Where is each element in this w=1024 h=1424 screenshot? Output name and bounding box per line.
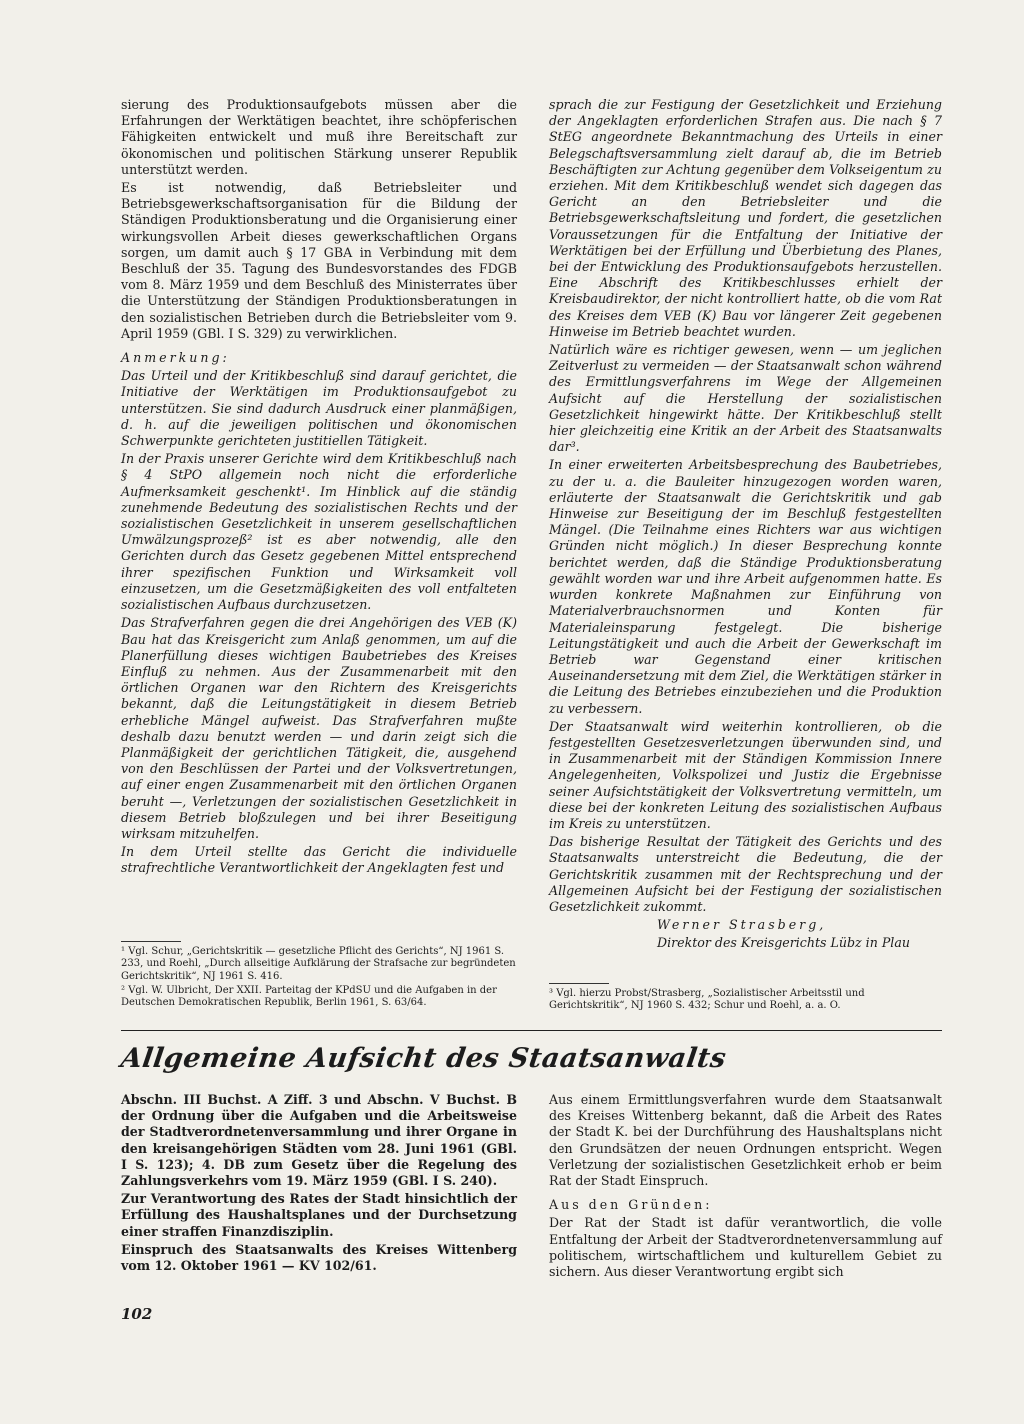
right-footnotes	[549, 977, 942, 1015]
right-paragraph-2: Natürlich wäre es richtiger gewesen, wenn — um jeglichen Zeitverlust zu vermeiden — der Staatsanwalt schon während des Ermittlungsverfahrens im Wege der Allgemeinen Aufsicht auf die Herstellung der sozialistischen Gesetzlichkeit hingewirkt hätte. Der Kritikbeschluß stellt hier gleichzeitig eine Kritik an der Arbeit des Staatsanwalts dar³.	[549, 342, 942, 455]
section-title: Allgemeine Aufsicht des Staatsanwalts	[118, 1043, 729, 1074]
right-column	[549, 97, 942, 954]
gruende-label: Aus den Gründen:	[549, 1197, 713, 1213]
section-separator	[121, 1030, 942, 1031]
footnote-rule	[549, 983, 609, 984]
footnote-1: ¹ Vgl. Schur, „Gerichtskritik — gesetzliche Pflicht des Gerichts“, NJ 1961 S. 233, und Roehl, „Durch allseitige Aufklärung der Strafsache zur begründeten Gerichtskritik“, NJ 1961 S. 416.	[121, 946, 516, 982]
section-topic: Zur Verantwortung des Rates der Stadt hinsichtlich der Erfüllung des Haushaltsplanes und der Durchsetzung einer straffen Finanzdisziplin.	[121, 1191, 517, 1239]
section-legal-basis: Abschn. III Buchst. A Ziff. 3 und Abschn. V Buchst. B der Ordnung über die Aufgaben und die Arbeitsweise der Stadtverordnetenversammlung und ihrer Organe in den kreisangehörigen Städten vom 28. Juni 1961 (GBl. I S. 123); 4. DB zum Gesetz über die Regelung des Zahlungsverkehrs vom 19. März 1959 (GBl. I S. 240).	[121, 1092, 517, 1189]
right-paragraph-3: In einer erweiterten Arbeitsbesprechung des Baubetriebes, zu der u. a. die Bauleiter hinzugezogen worden waren, erläuterte der Staatsanwalt die Gerichtskritik und gab Hinweise zur Beseitigung der im Beschluß festgestellten Mängel. (Die Teilnahme eines Richters war aus wichtigen Gründen nicht möglich.) In dieser Besprechung konnte berichtet werden, daß die Ständige Produktionsberatung gewählt worden war und ihre Arbeit aufgenommen hatte. Es wurden konkrete Maßnahmen zur Einführung von Materialverbrauchsnormen und Konten für Materialeinsparung festgelegt. Die bisherige Leitungstätigkeit und auch die Arbeit der Gewerkschaft im Betrieb war Gegenstand einer kritischen Auseinandersetzung mit dem Ziel, die Werktätigen stärker in die Leitung des Betriebes einzubeziehen und die Produktion zu verbessern.	[549, 457, 942, 716]
right-paragraph-4: Der Staatsanwalt wird weiterhin kontrollieren, ob die festgestellten Gesetzesverletzungen überwunden sind, und in Zusammenarbeit mit der Ständigen Kommission Innere Angelegenheiten, Volkspolizei und Justiz die Ergebnisse seiner Aufsichtstätigkeit der Volksvertretung vermitteln, um diese bei der konkreten Leitung des sozialistischen Aufbaus im Kreis zu unterstützen.	[549, 718, 942, 831]
left-paragraph-5: Das Strafverfahren gegen die drei Angehörigen des VEB (K) Bau hat das Kreisgericht zum Anlaß genommen, um auf die Planerfüllung dieses wichtigen Baubetriebes des Kreises Einfluß zu nehmen. Aus der Zusammenarbeit mit den örtlichen Organen war den Richtern des Kreisgerichts bekannt, daß die Leitungstätigkeit in diesem Betrieb erhebliche Mängel aufweist. Das Strafverfahren mußte deshalb dazu benutzt werden — und darin zeigt sich die Planmäßigkeit der gerichtlichen Tätigkeit, die, ausgehend von den Beschlüssen der Partei und der Volksvertretungen, auf einer engen Zusammenarbeit mit den örtlichen Organen beruht —, Verletzungen der sozialistischen Gesetzlichkeit in diesem Betrieb bloßzulegen und bei ihrer Beseitigung wirksam mitzuhelfen.	[121, 615, 517, 841]
left-paragraph-4: In der Praxis unserer Gerichte wird dem Kritikbeschluß nach § 4 StPO allgemein noch nicht die erforderliche Aufmerksamkeit geschenkt¹. Im Hinblick auf die ständig zunehmende Bedeutung des sozialistischen Rechts und der sozialistischen Gesetzlichkeit in unserem gesellschaftlichen Umwälzungsprozeß² ist es aber notwendig, alle den Gerichten durch das Gesetz gegebenen Mittel entsprechend ihrer spezifischen Funktion und Wirksamkeit voll einzusetzen, um die Gesetzmäßigkeiten des voll entfalteten sozialistischen Aufbaus durchzusetzen.	[121, 451, 517, 613]
section-intro-paragraph: Aus einem Ermittlungsverfahren wurde dem Staatsanwalt des Kreises Wittenberg bekannt, daß die Arbeit des Rates der Stadt K. bei der Durchführung des Haushaltsplans nicht den Grundsätzen der neuen Ordnungen entspricht. Wegen Verletzung der sozialistischen Gesetzlichkeit erhob er beim Rat der Stadt Einspruch.	[549, 1092, 942, 1189]
section-case-reference: Einspruch des Staatsanwalts des Kreises Wittenberg vom 12. Oktober 1961 — KV 102/61.	[121, 1241, 517, 1274]
signature-name: Werner Strasberg,	[657, 917, 827, 933]
section-body-paragraph: Der Rat der Stadt ist dafür verantwortlich, die volle Entfaltung der Arbeit der Stadtverordnetenversammlung auf politischem, wirtschaftlichem und kulturellem Gebiet zu sichern. Aus dieser Verantwortung ergibt sich	[549, 1215, 942, 1280]
section-left-column	[121, 1092, 517, 1276]
footnote-rule	[121, 941, 181, 942]
right-paragraph-1: sprach die zur Festigung der Gesetzlichkeit und Erziehung der Angeklagten erforderlichen Strafen aus. Die nach § 7 StEG angeordnete Bekanntmachung des Urteils in einer Belegschaftsversammlung zielt darauf ab, die im Betrieb Beschäftigten zur Achtung gegenüber dem Volkseigentum zu erziehen. Mit dem Kritikbeschluß wendet sich dagegen das Gericht an den Betriebsleiter und die Betriebsgewerkschaftsleitung und fordert, die gesetzlichen Voraussetzungen für die Entfaltung der Initiative der Werktätigen bei der Erfüllung und Überbietung des Planes, bei der Entwicklung des Produktionsaufgebots herzustellen. Eine Abschrift des Kritikbeschlusses erhielt der Kreisbaudirektor, der nicht kontrolliert hatte, ob die vom Rat des Kreises dem VEB (K) Bau vor längerer Zeit gegebenen Hinweise im Betrieb beachtet wurden.	[549, 97, 942, 339]
left-paragraph-2: Es ist notwendig, daß Betriebsleiter und Betriebsgewerkschaftsorganisation für die Bildung der Ständigen Produktionsberatung und die Organisierung einer wirkungsvollen Arbeit dieses gewerkschaftlichen Organs sorgen, um damit auch § 17 GBA in Verbindung mit dem Beschluß der 35. Tagung des Bundesvorstandes des FDGB vom 8. März 1959 und dem Beschluß des Ministerrates über die Unterstützung der Ständigen Produktionsberatungen in den sozialistischen Betrieben durch die Betriebsleiter vom 9. April 1959 (GBl. I S. 329) zu verwirklichen.	[121, 180, 517, 341]
left-paragraph-6: In dem Urteil stellte das Gericht die individuelle strafrechtliche Verantwortlichkeit der Angeklagten fest und	[121, 844, 517, 876]
right-paragraph-5: Das bisherige Resultat der Tätigkeit des Gerichts und des Staatsanwalts unterstreicht die Bedeutung, die der Gerichtskritik zusammen mit der Rechtsprechung und der Allgemeinen Aufsicht bei der Festigung der sozialistischen Gesetzlichkeit zukommt.	[549, 834, 942, 914]
left-paragraph-1: sierung des Produktionsaufgebots müssen aber die Erfahrungen der Werktätigen beachtet, ihre schöpferischen Fähigkeiten entwickelt und muß ihre Bereitschaft zur ökonomischen und politischen Stärkung unserer Republik unterstützt werden.	[121, 97, 517, 177]
footnote-2: ² Vgl. W. Ulbricht, Der XXII. Parteitag der KPdSU und die Aufgaben in der Deutschen Demokratischen Republik, Berlin 1961, S. 63/64.	[121, 984, 497, 1009]
left-column	[121, 97, 517, 879]
left-footnotes	[121, 935, 517, 1011]
page-number: 102	[121, 1305, 153, 1323]
footnote-3: ³ Vgl. hierzu Probst/Strasberg, „Sozialistischer Arbeitsstil und Gerichtskritik“, NJ 1960 S. 432; Schur und Roehl, a. a. O.	[549, 988, 865, 1012]
signature-title: Direktor des Kreisgerichts Lübz in Plau	[657, 935, 910, 951]
left-paragraph-3: Das Urteil und der Kritikbeschluß sind darauf gerichtet, die Initiative der Werktätigen im Produktionsaufgebot zu unterstützen. Sie sind dadurch Ausdruck einer planmäßigen, d. h. auf die jeweiligen politischen und ökonomischen Schwerpunkte gerichteten justitiellen Tätigkeit.	[121, 368, 517, 449]
section-right-column	[549, 1092, 942, 1282]
anmerkung-label: Anmerkung:	[121, 350, 230, 366]
